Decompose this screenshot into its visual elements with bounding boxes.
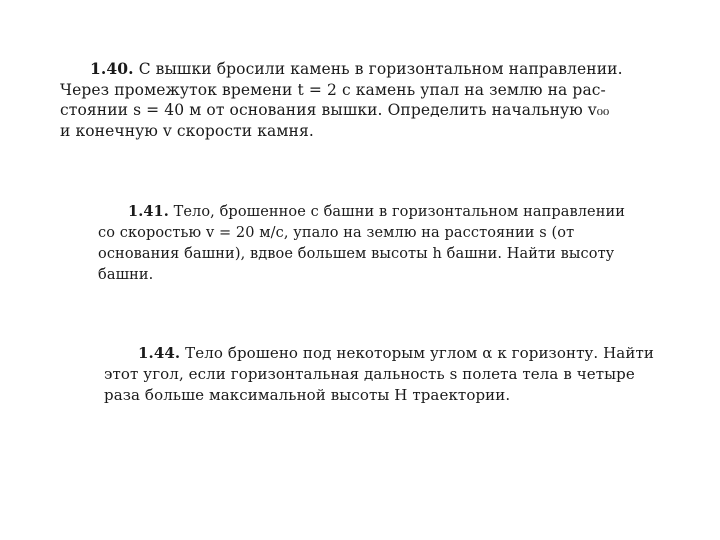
problem-text-line: С вышки бросили камень в горизонтальном направлении.	[138, 60, 623, 78]
problem-text-line: стоянии s = 40 м от основания вышки. Определить начальную v₀₀	[60, 101, 610, 119]
problem-1-40	[60, 59, 700, 141]
problem-number: 1.44.	[138, 344, 181, 362]
problem-text-line: раза больше максимальной высоты H траектории.	[104, 386, 511, 404]
problem-text-line: Через промежуток времени t = 2 с камень упал на землю на рас-	[60, 80, 606, 99]
problem-number: 1.40.	[90, 59, 134, 78]
problem-text-line: Тело брошено под некоторым углом α к горизонту. Найти	[185, 344, 654, 362]
problem-text-line: башни.	[98, 267, 154, 283]
problem-1-41	[98, 201, 678, 286]
problem-number: 1.41.	[128, 203, 169, 220]
problem-text-line: и конечную v скорости камня.	[60, 121, 314, 140]
problem-text-line: этот угол, если горизонтальная дальность s полета тела в четыре	[104, 365, 635, 383]
problem-1-44	[104, 343, 714, 406]
problem-text-line: Тело, брошенное с башни в горизонтальном направлении	[173, 204, 626, 220]
problem-text-line: со скоростью v = 20 м/с, упало на землю на расстоянии s (от	[98, 225, 575, 241]
problem-text-line: основания башни), вдвое большем высоты h башни. Найти высоту	[98, 246, 615, 262]
